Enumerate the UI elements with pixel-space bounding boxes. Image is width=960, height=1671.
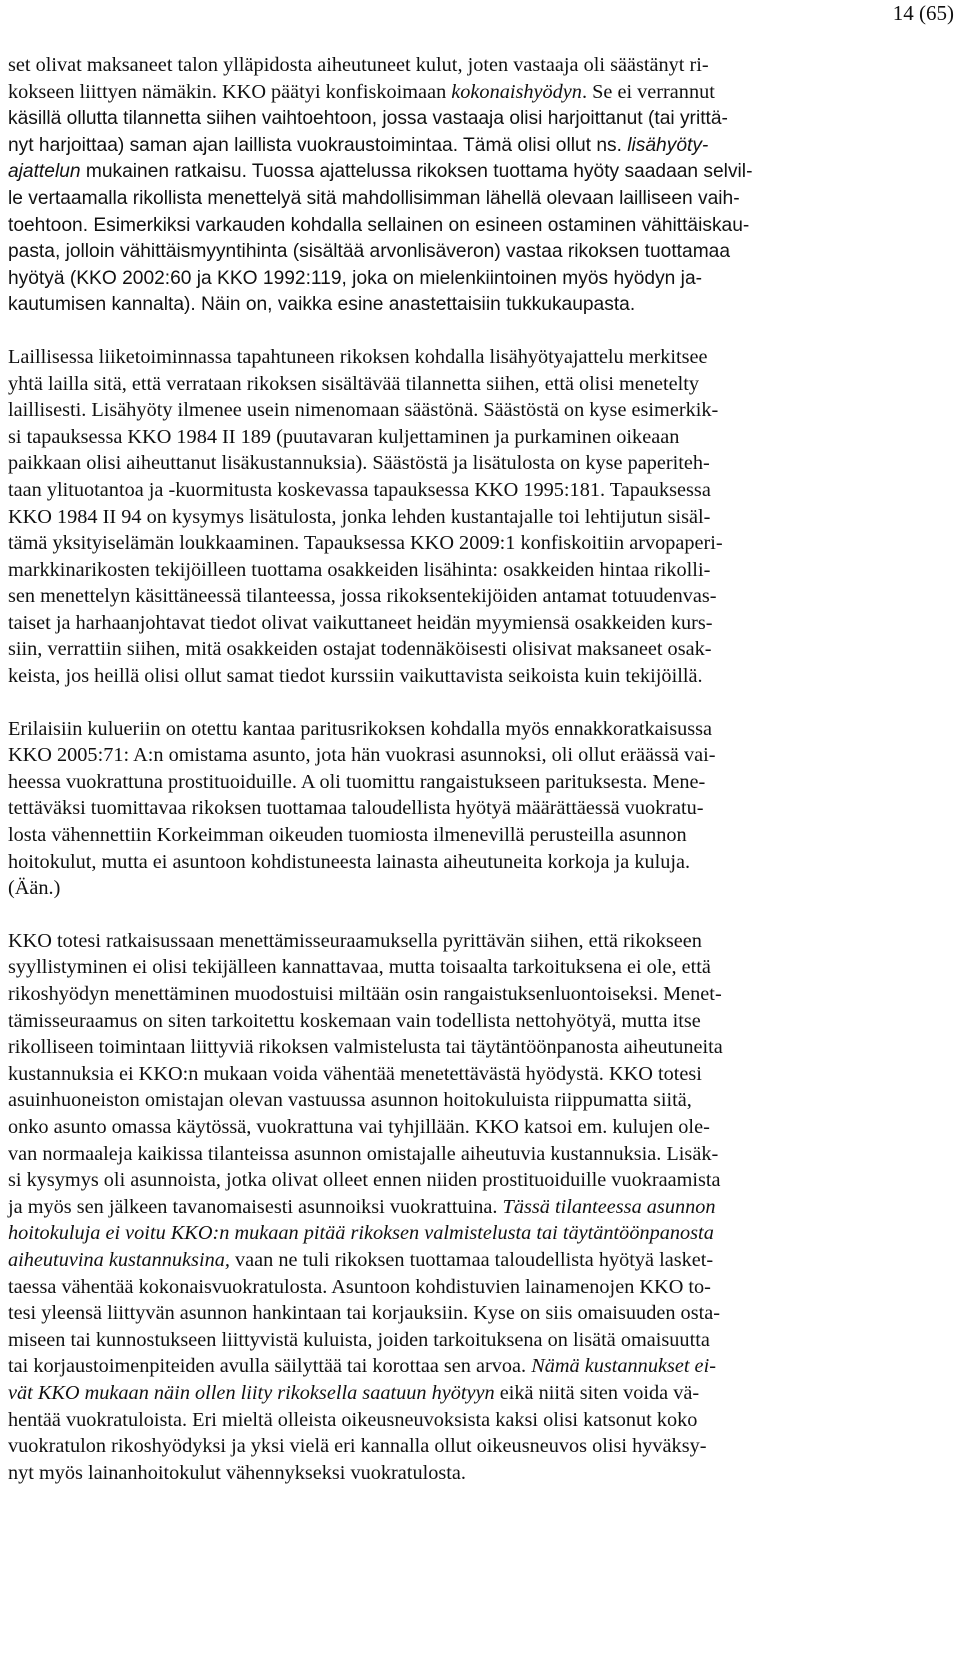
text-run: siin, verrattiin siihen, mitä osakkeiden ostajat todennäköisesti olisivat maksaneet osak- (8, 638, 712, 661)
text-line (8, 1008, 908, 1035)
text-run: (Ään.) (8, 877, 61, 900)
text-line (8, 1300, 908, 1327)
text-run: kautumisen kannalta). Näin on, vaikka esine anastettaisiin tukkukaupasta. (8, 294, 636, 316)
text-line (8, 663, 908, 690)
text-run: le vertaamalla rikollista menettelyä sitä mahdollisimman lähellä olevaan lailliseen vaih- (8, 187, 740, 209)
page-number: 14 (65) (892, 1, 954, 25)
text-line (8, 1380, 908, 1407)
text-run: si tapauksessa KKO 1984 II 189 (puutavaran kuljettaminen ja purkaminen oikeaan (8, 425, 680, 448)
text-run: KKO 2005:71: A:n omistama asunto, jota hän vuokrasi asunnoksi, oli ollut eräässä vai- (8, 744, 716, 767)
text-line (8, 265, 908, 292)
text-line (8, 822, 908, 849)
text-line (8, 1433, 908, 1460)
text-run: rikoshyödyn menettäminen muodostuisi miltään osin rangaistuksenluontoiseksi. Menet- (8, 983, 722, 1005)
paragraph (8, 716, 908, 902)
paragraph (8, 344, 908, 690)
text-line (8, 371, 908, 398)
text-line (8, 477, 908, 504)
text-run: rikolliseen toimintaan liittyviä rikoksen valmistelusta tai täytäntöönpanosta aiheutuneita (8, 1036, 723, 1059)
text-run: losta vähennettiin Korkeimman oikeuden tuomiosta ilmenevillä perusteilla asunnon (8, 824, 687, 847)
text-run: heessa vuokrattuna prostituoiduille. A oli tuomittu rangaistukseen parituksesta. Mene- (8, 770, 706, 793)
text-run: si kysymys oli asunnoista, jotka olivat olleet ennen niiden prostituoiduille vuokraamista (8, 1169, 721, 1192)
italic-text-run: aiheutuvina kustannuksina, (8, 1248, 230, 1271)
text-line (8, 185, 908, 212)
text-line (8, 849, 908, 876)
text-run: kustannuksia ei KKO:n mukaan voida vähentää menetettävästä hyödystä. KKO totesi (8, 1062, 702, 1085)
text-run: hoitokulut, mutta ei asuntoon kohdistuneesta lainasta aiheutuneita korkoja ja kuluja. (8, 850, 691, 873)
text-line (8, 1194, 908, 1221)
text-line (8, 1087, 908, 1114)
text-line (8, 1247, 908, 1274)
text-run: asuinhuoneiston omistajan olevan vastuussa asunnon hoitokuluista riippumatta siitä, (8, 1089, 692, 1112)
text-run: markkinarikosten tekijöilleen tuottama osakkeiden lisähinta: osakkeiden hintaa rikolli- (8, 558, 711, 581)
text-line (8, 1460, 908, 1487)
text-run: syyllistyminen ei olisi tekijälleen kannattavaa, mutta toisaalta tarkoituksena ei ole, että (8, 956, 711, 979)
text-run: taessa vähentää kokonaisvuokratulosta. Asuntoon kohdistuvien lainamenojen KKO to- (8, 1275, 711, 1298)
text-run: KKO 1984 II 94 on kysymys lisätulosta, jonka lehden kustantajalle toi lehtijutun sisäl- (8, 505, 711, 528)
paragraph (8, 52, 908, 318)
text-run: ja myös sen jälkeen tavanomaisesti asunnoiksi vuokrattuina. (8, 1195, 503, 1218)
text-run: hentää vuokratuloista. Eri mieltä olleista oikeusneuvoksista kaksi olisi katsonut koko (8, 1408, 698, 1431)
paragraph (8, 928, 908, 1486)
text-run: tesi yleensä liittyvän asunnon hankintaan tai korjauksiin. Kyse on siis omaisuuden osta- (8, 1302, 720, 1325)
text-run: tettäväksi tuomittavaa rikoksen tuottamaa taloudellista hyötyä määrättäessä vuokratu- (8, 797, 704, 820)
text-line (8, 530, 908, 557)
text-line (8, 291, 908, 318)
italic-text-run: vät KKO mukaan näin ollen liity rikoksella saatuun hyötyyn (8, 1381, 495, 1404)
italic-text-run: ajattelun (8, 161, 81, 183)
text-line (8, 981, 908, 1008)
document-body (8, 52, 908, 1486)
text-line (8, 1114, 908, 1141)
text-line (8, 1061, 908, 1088)
text-run: taan ylituotantoa ja -kuormitusta koskevassa tapauksessa KKO 1995:181. Tapauksessa (8, 478, 711, 501)
text-line (8, 397, 908, 424)
text-run: tämisseuraamus on siten tarkoitettu koskemaan vain todellista nettohyötyä, mutta itse (8, 1009, 701, 1032)
text-line (8, 79, 908, 106)
text-run: nyt myös lainanhoitokulut vähennykseksi vuokratulosta. (8, 1461, 466, 1484)
italic-text-run: hoitokuluja ei voitu KKO:n mukaan pitää rikoksen valmistelusta tai täytäntöönpanosta (8, 1222, 714, 1245)
text-line (8, 1274, 908, 1301)
text-line (8, 1353, 908, 1380)
text-line (8, 795, 908, 822)
text-line (8, 954, 908, 981)
text-run: KKO totesi ratkaisussaan menettämisseuraamuksella pyrittävän siihen, että rikokseen (8, 929, 702, 952)
text-line (8, 238, 908, 265)
text-run: nyt harjoittaa) saman ajan laillista vuokraustoimintaa. Tämä olisi ollut ns. (8, 134, 628, 156)
text-run: hyötyä (KKO 2002:60 ja KKO 1992:119, joka on mielenkiintoinen myös hyödyn ja- (8, 267, 703, 289)
text-line (8, 1034, 908, 1061)
text-run: set olivat maksaneet talon ylläpidosta aiheutuneet kulut, joten vastaaja oli säästänyt ri- (8, 54, 709, 76)
italic-text-run: Tässä tilanteessa asunnon (502, 1195, 716, 1218)
text-run: vuokratulon rikoshyödyksi ja yksi vielä eri kannalla ollut oikeusneuvos olisi hyväksy- (8, 1435, 707, 1458)
text-run: mukainen ratkaisu. Tuossa ajattelussa rikoksen tuottama hyöty saadaan selvil- (80, 161, 753, 183)
text-run: taiset ja harhaanjohtavat tiedot olivat vaikuttaneet heidän myymiensä osakkeiden kurs- (8, 611, 713, 634)
text-run: kokseen liittyen nämäkin. KKO päätyi konfiskoimaan (8, 80, 452, 103)
text-line (8, 583, 908, 610)
text-line (8, 504, 908, 531)
text-run: tai korjaustoimenpiteiden avulla säilyttää tai korottaa sen arvoa. (8, 1355, 532, 1378)
text-line (8, 928, 908, 955)
text-line (8, 344, 908, 371)
text-run: yhtä lailla sitä, että verrataan rikoksen sisältävää tilannetta siihen, että olisi menetelty (8, 372, 700, 395)
text-run: vaan ne tuli rikoksen tuottamaa taloudellista hyötyä lasket- (229, 1248, 714, 1271)
text-line (8, 769, 908, 796)
text-run: tämä yksityiselämän loukkaaminen. Tapauksessa KKO 2009:1 konfiskoitiin arvopaperi- (8, 532, 723, 555)
text-run: pasta, jolloin vähittäismyyntihinta (sisältää arvonlisäveron) vastaa rikoksen tuottamaa (8, 241, 731, 263)
text-line (8, 158, 908, 185)
text-line (8, 716, 908, 743)
text-run: keista, jos heillä olisi ollut samat tiedot kurssiin vaikuttavista seikoista kuin tekijöillä. (8, 665, 703, 688)
text-line (8, 132, 908, 159)
text-run: Erilaisiin kulueriin on otettu kantaa paritusrikoksen kohdalla myös ennakkoratkaisussa (8, 717, 713, 740)
text-line (8, 1167, 908, 1194)
text-line (8, 1220, 908, 1247)
text-line (8, 1327, 908, 1354)
text-line (8, 212, 908, 239)
text-run: van normaaleja kaikissa tilanteissa asunnon omistajalle aiheutuvia kustannuksia. Lisäk- (8, 1142, 719, 1165)
text-line (8, 1141, 908, 1168)
text-line (8, 450, 908, 477)
text-run: onko asunto omassa käytössä, vuokrattuna vai tyhjillään. KKO katsoi em. kulujen ole- (8, 1115, 710, 1138)
text-line (8, 557, 908, 584)
text-line (8, 610, 908, 637)
text-run: . Se ei verrannut (581, 80, 715, 103)
text-line (8, 875, 908, 902)
text-run: miseen tai kunnostukseen liittyvistä kuluista, joiden tarkoituksena on lisätä omaisuutta (8, 1328, 710, 1351)
text-line (8, 52, 908, 79)
text-line (8, 636, 908, 663)
text-line (8, 742, 908, 769)
italic-text-run: kokonaishyödyn (451, 80, 582, 103)
text-run: sen menettelyn käsittäneessä tilanteessa, jossa rikoksentekijöiden antamat totuudenvas- (8, 585, 717, 608)
text-run: toehtoon. Esimerkiksi varkauden kohdalla sellainen on esineen ostaminen vähittäiskau- (8, 214, 750, 236)
text-run: laillisesti. Lisähyöty ilmenee usein nimenomaan säästönä. Säästöstä on kyse esimerkik- (8, 399, 719, 422)
text-run: paikkaan olisi aiheuttanut lisäkustannuksia). Säästöstä ja lisätulosta on kyse paperiteh- (8, 452, 710, 475)
italic-text-run: Nämä kustannukset ei- (531, 1355, 716, 1378)
text-run: Laillisessa liiketoiminnassa tapahtuneen rikoksen kohdalla lisähyötyajattelu merkitsee (8, 345, 708, 368)
italic-text-run: lisähyöty- (627, 134, 709, 156)
text-run: käsillä ollutta tilannetta siihen vaihtoehtoon, jossa vastaaja olisi harjoittanut (tai yrittä- (8, 108, 728, 130)
text-line (8, 1407, 908, 1434)
text-line (8, 105, 908, 132)
text-line (8, 424, 908, 451)
text-run: eikä niitä siten voida vä- (494, 1381, 700, 1404)
